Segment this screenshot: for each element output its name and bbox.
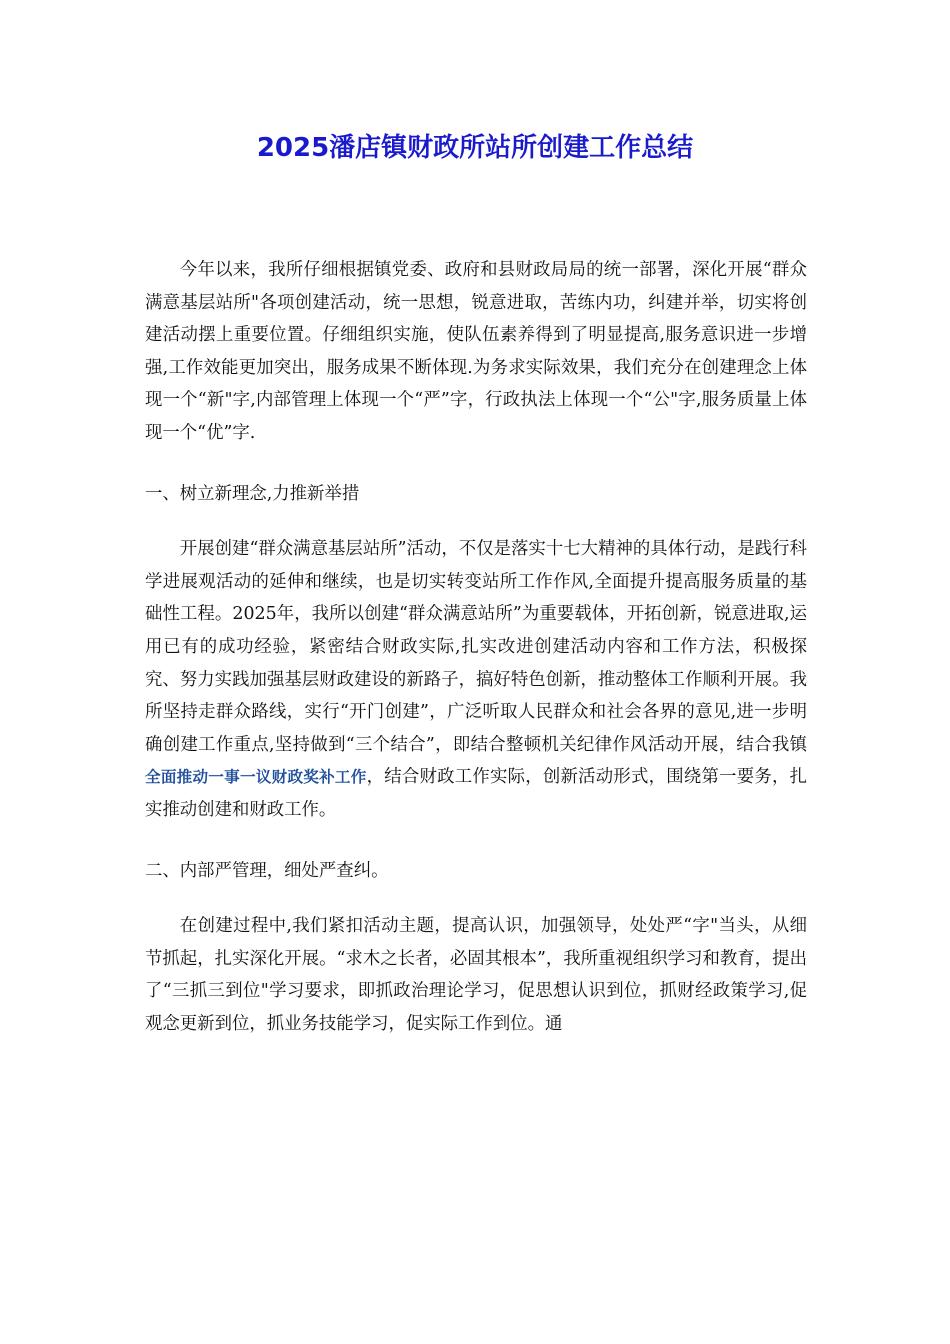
related-article-link[interactable]: 全面推动一事一议财政奖补工作 [145,768,367,787]
section-heading-1: 一、树立新理念,力推新举措 [145,483,360,504]
paragraph-intro: 今年以来，我所仔细根据镇党委、政府和县财政局局的统一部署，深化开展“群众满意基层站所"各项创建活动，统一思想，锐意进取，苦练内功，纠建并举，切实将创建活动摆上重要位置。仔细组织实施，使队伍素养得到了明显提高,服务意识进一步增强,工作效能更加突出，服务成果不断体现.为务求实际效果，我们充分在创建理念上体现一个“新"字,内部管理上体现一个“严”字，行政执法上体现一个“公"字,服务质量上体现一个“优”字. [145,260,807,443]
paragraph-section-2: 在创建过程中,我们紧扣活动主题，提高认识，加强领导，处处严“字"当头，从细节抓起，扎实深化开展。“求木之长者，必固其根本”，我所重视组织学习和教育，提出了“三抓三到位"学习要求，即抓政治理论学习，促思想认识到位，抓财经政策学习,促观念更新到位，抓业务技能学习，促实际工作到位。通 [145,916,807,1034]
section-heading-2: 二、内部严管理，细处严查纠。 [145,860,389,881]
document-body [145,254,807,1040]
paragraph-section-1 [145,533,807,826]
paragraph-section-1-text-a: 开展创建“群众满意基层站所”活动，不仅是落实十七大精神的具体行动，是践行科学进展观活动的延伸和继续，也是切实转变站所工作作风,全面提升提高服务质量的基础性工程。2025年，我所以创建“群众满意站所”为重要载体，开拓创新，锐意进取,运用已有的成功经验，紧密结合财政实际,扎实改进创建活动内容和工作方法，积极探究、努力实践加强基层财政建设的新路子，搞好特色创新，推动整体工作顺利开展。我所坚持走群众路线，实行“开门创建”，广泛听取人民群众和社会各界的意见,进一步明确创建工作重点,坚持做到“三个结合”，即结合整顿机关纪律作风活动开展，结合我镇 [145,539,807,755]
paragraph-section-1-text-b: ，结合财政工作实际，创新活动形式，围绕第一要务，扎实推动创建和财政工作。 [145,767,807,820]
page-title: 2025潘店镇财政所站所创建工作总结 [256,133,694,163]
